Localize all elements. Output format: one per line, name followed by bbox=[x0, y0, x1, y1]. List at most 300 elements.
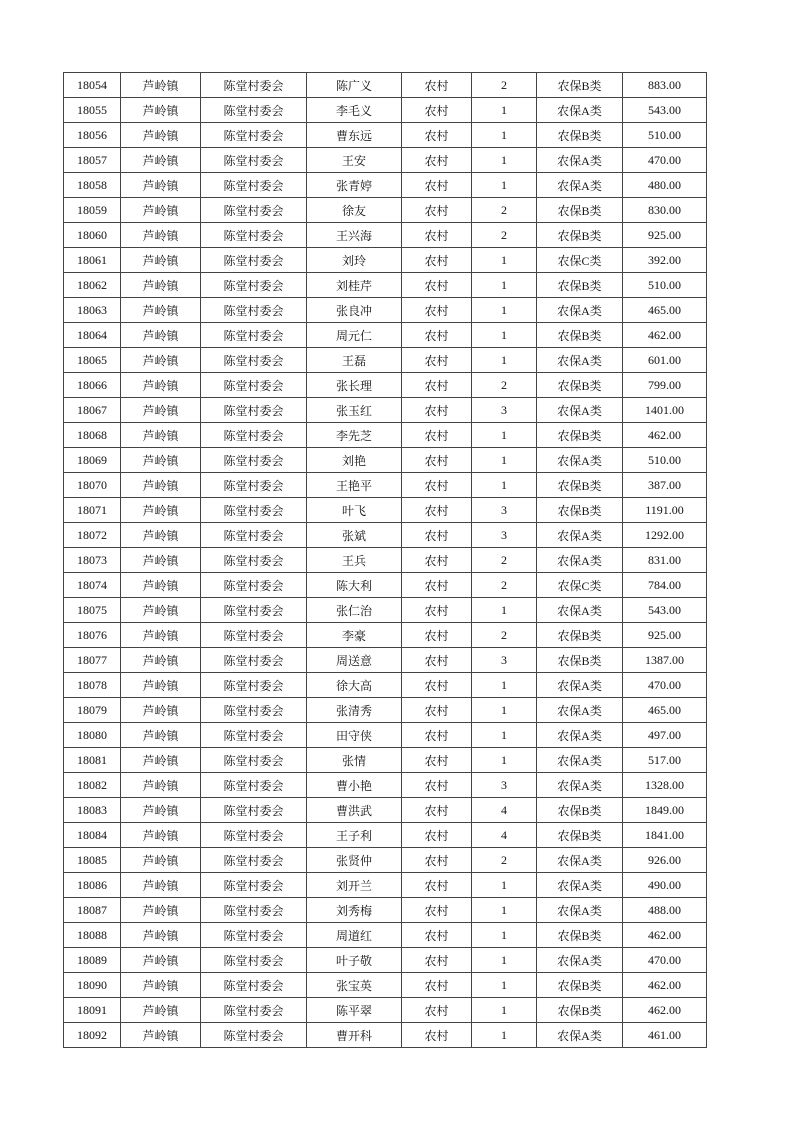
cell-id: 18085 bbox=[64, 848, 121, 873]
cell-type: 农村 bbox=[402, 273, 472, 298]
cell-name: 周道红 bbox=[307, 923, 402, 948]
cell-village: 陈堂村委会 bbox=[201, 773, 307, 798]
cell-town: 芦岭镇 bbox=[121, 73, 201, 98]
cell-town: 芦岭镇 bbox=[121, 98, 201, 123]
cell-category: 农保A类 bbox=[537, 723, 623, 748]
cell-town: 芦岭镇 bbox=[121, 448, 201, 473]
cell-town: 芦岭镇 bbox=[121, 473, 201, 498]
cell-id: 18063 bbox=[64, 298, 121, 323]
cell-id: 18058 bbox=[64, 173, 121, 198]
cell-name: 张贤仲 bbox=[307, 848, 402, 873]
cell-id: 18080 bbox=[64, 723, 121, 748]
cell-type: 农村 bbox=[402, 823, 472, 848]
cell-id: 18084 bbox=[64, 823, 121, 848]
cell-name: 叶子敬 bbox=[307, 948, 402, 973]
cell-amount: 1849.00 bbox=[623, 798, 707, 823]
table-row bbox=[64, 798, 707, 823]
table-row bbox=[64, 598, 707, 623]
cell-village: 陈堂村委会 bbox=[201, 748, 307, 773]
cell-count: 1 bbox=[472, 173, 537, 198]
table-row bbox=[64, 648, 707, 673]
cell-count: 1 bbox=[472, 473, 537, 498]
cell-id: 18090 bbox=[64, 973, 121, 998]
cell-type: 农村 bbox=[402, 648, 472, 673]
cell-town: 芦岭镇 bbox=[121, 323, 201, 348]
cell-category: 农保B类 bbox=[537, 923, 623, 948]
cell-id: 18091 bbox=[64, 998, 121, 1023]
cell-count: 1 bbox=[472, 723, 537, 748]
cell-count: 1 bbox=[472, 973, 537, 998]
cell-amount: 543.00 bbox=[623, 598, 707, 623]
cell-type: 农村 bbox=[402, 948, 472, 973]
cell-id: 18077 bbox=[64, 648, 121, 673]
cell-name: 叶飞 bbox=[307, 498, 402, 523]
cell-count: 2 bbox=[472, 848, 537, 873]
cell-name: 张良冲 bbox=[307, 298, 402, 323]
cell-category: 农保A类 bbox=[537, 173, 623, 198]
cell-count: 2 bbox=[472, 73, 537, 98]
cell-count: 1 bbox=[472, 248, 537, 273]
cell-name: 周送意 bbox=[307, 648, 402, 673]
cell-name: 曹小艳 bbox=[307, 773, 402, 798]
cell-village: 陈堂村委会 bbox=[201, 323, 307, 348]
cell-category: 农保B类 bbox=[537, 223, 623, 248]
cell-village: 陈堂村委会 bbox=[201, 148, 307, 173]
table-row bbox=[64, 73, 707, 98]
cell-type: 农村 bbox=[402, 73, 472, 98]
cell-town: 芦岭镇 bbox=[121, 623, 201, 648]
cell-town: 芦岭镇 bbox=[121, 348, 201, 373]
cell-count: 1 bbox=[472, 698, 537, 723]
cell-town: 芦岭镇 bbox=[121, 773, 201, 798]
cell-village: 陈堂村委会 bbox=[201, 73, 307, 98]
cell-category: 农保B类 bbox=[537, 973, 623, 998]
cell-name: 刘艳 bbox=[307, 448, 402, 473]
cell-category: 农保A类 bbox=[537, 773, 623, 798]
cell-type: 农村 bbox=[402, 623, 472, 648]
cell-type: 农村 bbox=[402, 923, 472, 948]
cell-category: 农保B类 bbox=[537, 73, 623, 98]
cell-category: 农保B类 bbox=[537, 823, 623, 848]
cell-name: 李毛义 bbox=[307, 98, 402, 123]
cell-amount: 462.00 bbox=[623, 973, 707, 998]
table-row bbox=[64, 848, 707, 873]
cell-count: 1 bbox=[472, 598, 537, 623]
cell-village: 陈堂村委会 bbox=[201, 623, 307, 648]
cell-amount: 470.00 bbox=[623, 948, 707, 973]
cell-village: 陈堂村委会 bbox=[201, 198, 307, 223]
cell-village: 陈堂村委会 bbox=[201, 373, 307, 398]
cell-name: 王安 bbox=[307, 148, 402, 173]
table-row bbox=[64, 873, 707, 898]
table-row bbox=[64, 248, 707, 273]
cell-village: 陈堂村委会 bbox=[201, 598, 307, 623]
cell-amount: 925.00 bbox=[623, 623, 707, 648]
cell-category: 农保A类 bbox=[537, 148, 623, 173]
cell-count: 1 bbox=[472, 998, 537, 1023]
cell-count: 1 bbox=[472, 298, 537, 323]
cell-category: 农保A类 bbox=[537, 98, 623, 123]
cell-count: 1 bbox=[472, 673, 537, 698]
cell-amount: 470.00 bbox=[623, 148, 707, 173]
cell-type: 农村 bbox=[402, 298, 472, 323]
cell-category: 农保C类 bbox=[537, 248, 623, 273]
cell-village: 陈堂村委会 bbox=[201, 923, 307, 948]
cell-amount: 462.00 bbox=[623, 323, 707, 348]
cell-count: 1 bbox=[472, 98, 537, 123]
cell-type: 农村 bbox=[402, 548, 472, 573]
cell-village: 陈堂村委会 bbox=[201, 823, 307, 848]
cell-type: 农村 bbox=[402, 973, 472, 998]
cell-amount: 831.00 bbox=[623, 548, 707, 573]
cell-count: 2 bbox=[472, 548, 537, 573]
cell-town: 芦岭镇 bbox=[121, 223, 201, 248]
cell-count: 1 bbox=[472, 748, 537, 773]
cell-amount: 543.00 bbox=[623, 98, 707, 123]
cell-name: 陈大利 bbox=[307, 573, 402, 598]
cell-amount: 1841.00 bbox=[623, 823, 707, 848]
cell-name: 田守侠 bbox=[307, 723, 402, 748]
cell-amount: 470.00 bbox=[623, 673, 707, 698]
cell-count: 2 bbox=[472, 373, 537, 398]
cell-count: 1 bbox=[472, 873, 537, 898]
cell-category: 农保A类 bbox=[537, 448, 623, 473]
cell-id: 18070 bbox=[64, 473, 121, 498]
cell-id: 18092 bbox=[64, 1023, 121, 1048]
cell-town: 芦岭镇 bbox=[121, 748, 201, 773]
cell-category: 农保A类 bbox=[537, 848, 623, 873]
table-row bbox=[64, 373, 707, 398]
cell-type: 农村 bbox=[402, 523, 472, 548]
table-row bbox=[64, 523, 707, 548]
cell-amount: 465.00 bbox=[623, 698, 707, 723]
cell-id: 18067 bbox=[64, 398, 121, 423]
cell-town: 芦岭镇 bbox=[121, 898, 201, 923]
cell-town: 芦岭镇 bbox=[121, 573, 201, 598]
cell-id: 18088 bbox=[64, 923, 121, 948]
cell-town: 芦岭镇 bbox=[121, 698, 201, 723]
cell-amount: 517.00 bbox=[623, 748, 707, 773]
table-row bbox=[64, 298, 707, 323]
cell-village: 陈堂村委会 bbox=[201, 523, 307, 548]
cell-count: 1 bbox=[472, 148, 537, 173]
cell-town: 芦岭镇 bbox=[121, 648, 201, 673]
cell-category: 农保A类 bbox=[537, 598, 623, 623]
cell-type: 农村 bbox=[402, 198, 472, 223]
cell-town: 芦岭镇 bbox=[121, 673, 201, 698]
cell-name: 王艳平 bbox=[307, 473, 402, 498]
cell-town: 芦岭镇 bbox=[121, 148, 201, 173]
cell-amount: 925.00 bbox=[623, 223, 707, 248]
cell-id: 18065 bbox=[64, 348, 121, 373]
cell-count: 1 bbox=[472, 323, 537, 348]
cell-name: 张斌 bbox=[307, 523, 402, 548]
cell-id: 18083 bbox=[64, 798, 121, 823]
cell-name: 张玉红 bbox=[307, 398, 402, 423]
table-row bbox=[64, 448, 707, 473]
cell-id: 18055 bbox=[64, 98, 121, 123]
cell-count: 1 bbox=[472, 948, 537, 973]
table-row bbox=[64, 223, 707, 248]
cell-town: 芦岭镇 bbox=[121, 1023, 201, 1048]
cell-type: 农村 bbox=[402, 348, 472, 373]
cell-id: 18078 bbox=[64, 673, 121, 698]
table-row bbox=[64, 923, 707, 948]
cell-count: 1 bbox=[472, 348, 537, 373]
cell-type: 农村 bbox=[402, 598, 472, 623]
cell-name: 李豪 bbox=[307, 623, 402, 648]
cell-village: 陈堂村委会 bbox=[201, 1023, 307, 1048]
cell-town: 芦岭镇 bbox=[121, 248, 201, 273]
cell-town: 芦岭镇 bbox=[121, 498, 201, 523]
cell-village: 陈堂村委会 bbox=[201, 723, 307, 748]
table-row bbox=[64, 948, 707, 973]
cell-category: 农保A类 bbox=[537, 698, 623, 723]
cell-amount: 497.00 bbox=[623, 723, 707, 748]
cell-type: 农村 bbox=[402, 223, 472, 248]
table-row bbox=[64, 273, 707, 298]
cell-category: 农保A类 bbox=[537, 748, 623, 773]
cell-village: 陈堂村委会 bbox=[201, 223, 307, 248]
cell-town: 芦岭镇 bbox=[121, 273, 201, 298]
cell-amount: 462.00 bbox=[623, 923, 707, 948]
table-row bbox=[64, 673, 707, 698]
cell-name: 刘桂芹 bbox=[307, 273, 402, 298]
table-row bbox=[64, 973, 707, 998]
cell-id: 18069 bbox=[64, 448, 121, 473]
cell-amount: 488.00 bbox=[623, 898, 707, 923]
cell-type: 农村 bbox=[402, 998, 472, 1023]
cell-type: 农村 bbox=[402, 798, 472, 823]
cell-name: 曹开科 bbox=[307, 1023, 402, 1048]
cell-count: 2 bbox=[472, 223, 537, 248]
table-row bbox=[64, 748, 707, 773]
cell-name: 李先芝 bbox=[307, 423, 402, 448]
cell-village: 陈堂村委会 bbox=[201, 548, 307, 573]
table-row bbox=[64, 148, 707, 173]
cell-name: 张青婷 bbox=[307, 173, 402, 198]
cell-type: 农村 bbox=[402, 1023, 472, 1048]
table-row bbox=[64, 473, 707, 498]
cell-amount: 1401.00 bbox=[623, 398, 707, 423]
table-row bbox=[64, 898, 707, 923]
table-row bbox=[64, 623, 707, 648]
cell-count: 3 bbox=[472, 523, 537, 548]
cell-name: 张宝英 bbox=[307, 973, 402, 998]
table-row bbox=[64, 1023, 707, 1048]
cell-amount: 784.00 bbox=[623, 573, 707, 598]
table-row bbox=[64, 98, 707, 123]
cell-town: 芦岭镇 bbox=[121, 423, 201, 448]
cell-category: 农保B类 bbox=[537, 623, 623, 648]
cell-village: 陈堂村委会 bbox=[201, 698, 307, 723]
cell-type: 农村 bbox=[402, 173, 472, 198]
cell-town: 芦岭镇 bbox=[121, 998, 201, 1023]
cell-category: 农保B类 bbox=[537, 473, 623, 498]
cell-village: 陈堂村委会 bbox=[201, 673, 307, 698]
cell-id: 18072 bbox=[64, 523, 121, 548]
cell-type: 农村 bbox=[402, 748, 472, 773]
cell-village: 陈堂村委会 bbox=[201, 298, 307, 323]
cell-village: 陈堂村委会 bbox=[201, 273, 307, 298]
cell-type: 农村 bbox=[402, 873, 472, 898]
cell-amount: 462.00 bbox=[623, 998, 707, 1023]
cell-village: 陈堂村委会 bbox=[201, 973, 307, 998]
cell-name: 周元仁 bbox=[307, 323, 402, 348]
cell-count: 1 bbox=[472, 273, 537, 298]
table-row bbox=[64, 123, 707, 148]
cell-count: 1 bbox=[472, 448, 537, 473]
cell-village: 陈堂村委会 bbox=[201, 498, 307, 523]
cell-town: 芦岭镇 bbox=[121, 873, 201, 898]
cell-amount: 1191.00 bbox=[623, 498, 707, 523]
table-row bbox=[64, 398, 707, 423]
cell-town: 芦岭镇 bbox=[121, 848, 201, 873]
cell-id: 18082 bbox=[64, 773, 121, 798]
cell-category: 农保A类 bbox=[537, 873, 623, 898]
cell-id: 18071 bbox=[64, 498, 121, 523]
cell-name: 陈平翠 bbox=[307, 998, 402, 1023]
cell-amount: 510.00 bbox=[623, 273, 707, 298]
cell-type: 农村 bbox=[402, 898, 472, 923]
table-row bbox=[64, 548, 707, 573]
cell-category: 农保B类 bbox=[537, 648, 623, 673]
table-row bbox=[64, 573, 707, 598]
cell-town: 芦岭镇 bbox=[121, 548, 201, 573]
cell-count: 3 bbox=[472, 398, 537, 423]
cell-category: 农保A类 bbox=[537, 1023, 623, 1048]
cell-category: 农保A类 bbox=[537, 298, 623, 323]
cell-count: 2 bbox=[472, 198, 537, 223]
cell-amount: 480.00 bbox=[623, 173, 707, 198]
cell-type: 农村 bbox=[402, 848, 472, 873]
cell-category: 农保A类 bbox=[537, 348, 623, 373]
cell-name: 王兵 bbox=[307, 548, 402, 573]
cell-name: 王兴海 bbox=[307, 223, 402, 248]
cell-amount: 392.00 bbox=[623, 248, 707, 273]
cell-name: 陈广义 bbox=[307, 73, 402, 98]
cell-town: 芦岭镇 bbox=[121, 123, 201, 148]
cell-category: 农保A类 bbox=[537, 523, 623, 548]
cell-amount: 1292.00 bbox=[623, 523, 707, 548]
cell-name: 张仁治 bbox=[307, 598, 402, 623]
cell-name: 王子利 bbox=[307, 823, 402, 848]
cell-count: 2 bbox=[472, 623, 537, 648]
cell-category: 农保B类 bbox=[537, 423, 623, 448]
cell-name: 张长理 bbox=[307, 373, 402, 398]
cell-count: 3 bbox=[472, 648, 537, 673]
table-body bbox=[64, 73, 707, 1048]
cell-category: 农保B类 bbox=[537, 798, 623, 823]
cell-count: 3 bbox=[472, 498, 537, 523]
cell-type: 农村 bbox=[402, 473, 472, 498]
table-row bbox=[64, 723, 707, 748]
cell-id: 18075 bbox=[64, 598, 121, 623]
cell-amount: 830.00 bbox=[623, 198, 707, 223]
cell-amount: 387.00 bbox=[623, 473, 707, 498]
cell-category: 农保B类 bbox=[537, 373, 623, 398]
cell-id: 18089 bbox=[64, 948, 121, 973]
cell-village: 陈堂村委会 bbox=[201, 473, 307, 498]
cell-amount: 510.00 bbox=[623, 448, 707, 473]
cell-count: 4 bbox=[472, 798, 537, 823]
cell-town: 芦岭镇 bbox=[121, 173, 201, 198]
table-row bbox=[64, 173, 707, 198]
cell-town: 芦岭镇 bbox=[121, 823, 201, 848]
cell-id: 18087 bbox=[64, 898, 121, 923]
cell-name: 曹东远 bbox=[307, 123, 402, 148]
cell-type: 农村 bbox=[402, 773, 472, 798]
cell-town: 芦岭镇 bbox=[121, 723, 201, 748]
table-row bbox=[64, 348, 707, 373]
cell-village: 陈堂村委会 bbox=[201, 898, 307, 923]
cell-name: 张情 bbox=[307, 748, 402, 773]
cell-type: 农村 bbox=[402, 373, 472, 398]
table-row bbox=[64, 773, 707, 798]
cell-type: 农村 bbox=[402, 573, 472, 598]
cell-village: 陈堂村委会 bbox=[201, 648, 307, 673]
table-row bbox=[64, 498, 707, 523]
cell-category: 农保A类 bbox=[537, 898, 623, 923]
cell-count: 1 bbox=[472, 898, 537, 923]
cell-id: 18079 bbox=[64, 698, 121, 723]
cell-category: 农保B类 bbox=[537, 123, 623, 148]
cell-amount: 462.00 bbox=[623, 423, 707, 448]
cell-type: 农村 bbox=[402, 423, 472, 448]
cell-town: 芦岭镇 bbox=[121, 948, 201, 973]
cell-amount: 601.00 bbox=[623, 348, 707, 373]
cell-town: 芦岭镇 bbox=[121, 798, 201, 823]
cell-village: 陈堂村委会 bbox=[201, 173, 307, 198]
table-row bbox=[64, 198, 707, 223]
cell-amount: 926.00 bbox=[623, 848, 707, 873]
cell-village: 陈堂村委会 bbox=[201, 798, 307, 823]
cell-id: 18054 bbox=[64, 73, 121, 98]
cell-village: 陈堂村委会 bbox=[201, 948, 307, 973]
cell-town: 芦岭镇 bbox=[121, 398, 201, 423]
cell-count: 1 bbox=[472, 123, 537, 148]
table-row bbox=[64, 698, 707, 723]
cell-amount: 510.00 bbox=[623, 123, 707, 148]
cell-village: 陈堂村委会 bbox=[201, 423, 307, 448]
cell-type: 农村 bbox=[402, 398, 472, 423]
cell-village: 陈堂村委会 bbox=[201, 398, 307, 423]
cell-amount: 1328.00 bbox=[623, 773, 707, 798]
cell-village: 陈堂村委会 bbox=[201, 448, 307, 473]
cell-id: 18064 bbox=[64, 323, 121, 348]
cell-village: 陈堂村委会 bbox=[201, 248, 307, 273]
cell-town: 芦岭镇 bbox=[121, 973, 201, 998]
cell-count: 3 bbox=[472, 773, 537, 798]
cell-amount: 1387.00 bbox=[623, 648, 707, 673]
cell-name: 王磊 bbox=[307, 348, 402, 373]
table-row bbox=[64, 423, 707, 448]
cell-name: 徐友 bbox=[307, 198, 402, 223]
cell-town: 芦岭镇 bbox=[121, 198, 201, 223]
cell-count: 1 bbox=[472, 423, 537, 448]
cell-category: 农保A类 bbox=[537, 673, 623, 698]
cell-category: 农保B类 bbox=[537, 273, 623, 298]
cell-id: 18059 bbox=[64, 198, 121, 223]
cell-amount: 799.00 bbox=[623, 373, 707, 398]
cell-type: 农村 bbox=[402, 248, 472, 273]
cell-id: 18086 bbox=[64, 873, 121, 898]
cell-id: 18076 bbox=[64, 623, 121, 648]
cell-type: 农村 bbox=[402, 323, 472, 348]
cell-id: 18056 bbox=[64, 123, 121, 148]
table-row bbox=[64, 823, 707, 848]
cell-name: 刘玲 bbox=[307, 248, 402, 273]
